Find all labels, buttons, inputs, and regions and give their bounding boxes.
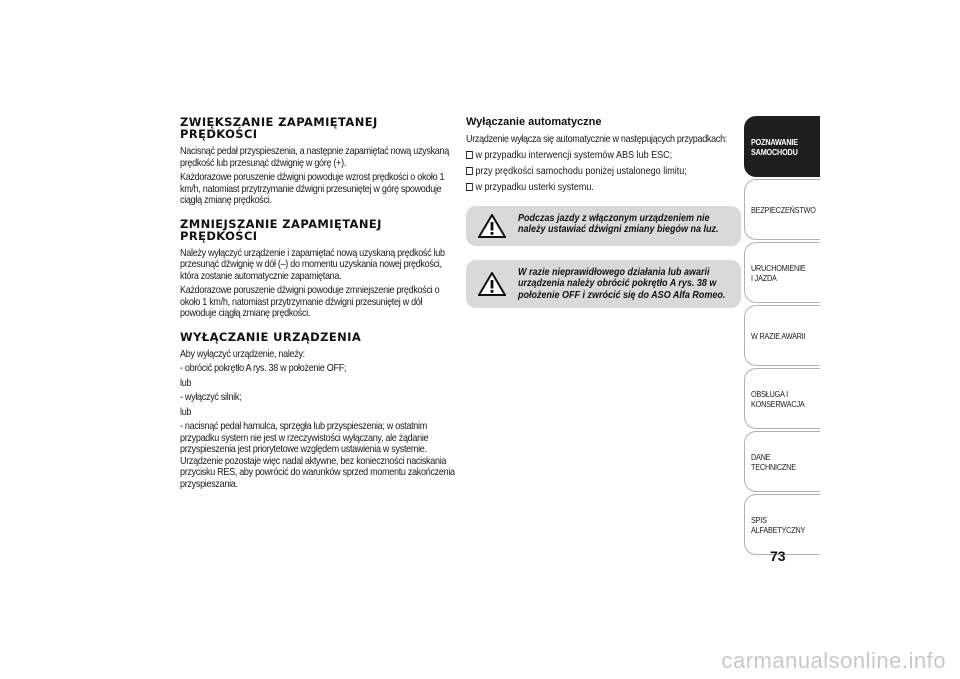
tab-w-razie-awarii[interactable]: W RAZIE AWARII: [744, 305, 820, 366]
right-column: [466, 116, 741, 308]
tab-uruchomienie-i-jazda[interactable]: URUCHOMIENIE I JAZDA: [744, 242, 820, 303]
warning-text: W razie nieprawidłowego działania lub awarii urządzenia należy obrócić pokrętło A rys. 38 w położenie OFF i zwrócić się do ASO Alfa Romeo.: [518, 266, 726, 301]
paragraph: Każdorazowe poruszenie dźwigni powoduje zmniejszenie prędkości o około 1 km/h, natomiast przytrzymanie dźwigni przesuniętej w dół powoduje ciągłą zmianę prędkości.: [180, 284, 440, 319]
left-column: [180, 116, 458, 493]
checkbox-square-icon: [466, 167, 473, 175]
warning-text: Podczas jazdy z włączonym urządzeniem nie należy ustawiać dźwigni zmiany biegów na luz.: [518, 212, 719, 235]
paragraph: Nacisnąć pedał przyspieszenia, a następnie zapamiętać nową uzyskaną prędkość lub przesunąć dźwignię w górę (+).: [180, 145, 449, 169]
warning-triangle-icon: [478, 272, 506, 296]
checkbox-square-icon: [466, 151, 473, 159]
checkbox-square-icon: [466, 183, 473, 191]
warning-box: [466, 206, 741, 246]
paragraph: Aby wyłączyć urządzenie, należy:: [180, 347, 305, 360]
section-title-disable: WYŁĄCZANIE URZĄDZENIA: [180, 329, 362, 344]
watermark: carmanualsonline.info: [721, 648, 946, 673]
section-title-increase: ZWIĘKSZANIE ZAPAMIĘTANEJ PRĘDKOŚCI: [180, 115, 378, 141]
list-item: w przypadku usterki systemu.: [466, 181, 741, 194]
paragraph: - nacisnąć pedał hamulca, sprzęgła lub przyspieszenia; w ostatnim przypadku system nie jest w rzeczywistości wyłączany, ale żądanie przyspieszenia jest priorytetowe względem ustawienia w systemie. Urządzenie pozostaje więc nadal aktywne, bez konieczności naciskania przycisku RES, aby powrócić do warunków sprzed momentu zakończenia przyspieszania.: [180, 420, 455, 490]
paragraph: lub: [180, 405, 192, 418]
warning-box: [466, 260, 741, 309]
tab-spis-alfabetyczny[interactable]: SPIS ALFABETYCZNY: [744, 494, 820, 555]
list-item: przy prędkości samochodu poniżej ustalonego limitu;: [466, 165, 741, 178]
paragraph: Urządzenie wyłącza się automatycznie w następujących przypadkach:: [466, 133, 728, 145]
section-title-decrease: ZMNIEJSZANIE ZAPAMIĘTANEJ PRĘDKOŚCI: [180, 216, 382, 243]
chapter-tabs: [744, 116, 820, 557]
tab-dane-techniczne[interactable]: DANE TECHNICZNE: [744, 431, 820, 492]
subsection-title: Wyłączanie automatyczne: [466, 116, 602, 128]
list-item: w przypadku interwencji systemów ABS lub ESC;: [466, 149, 741, 162]
paragraph: Należy wyłączyć urządzenie i zapamiętać nową uzyskaną prędkość lub przesunąć dźwignię w dół (–) do momentu uzyskania nowej prędkości, która zostanie automatycznie zapamiętana.: [180, 246, 445, 282]
paragraph: - obrócić pokrętło A rys. 38 w położenie OFF;: [180, 362, 347, 374]
tab-obsluga-i-konserwacja[interactable]: OBSŁUGA I KONSERWACJA: [744, 368, 820, 429]
tab-poznawanie-samochodu[interactable]: POZNAWANIE SAMOCHODU: [744, 116, 820, 177]
page-number: 73: [770, 548, 786, 564]
tab-bezpieczenstwo[interactable]: BEZPIECZEŃSTWO: [744, 179, 820, 240]
warning-triangle-icon: [478, 214, 506, 238]
paragraph: Każdorazowe poruszenie dźwigni powoduje wzrost prędkości o około 1 km/h, natomiast przytrzymanie dźwigni przesuniętej w górę spowoduje ciągłą zmianę prędkości.: [180, 171, 445, 206]
paragraph: lub: [180, 376, 192, 389]
paragraph: - wyłączyć silnik;: [180, 391, 242, 403]
